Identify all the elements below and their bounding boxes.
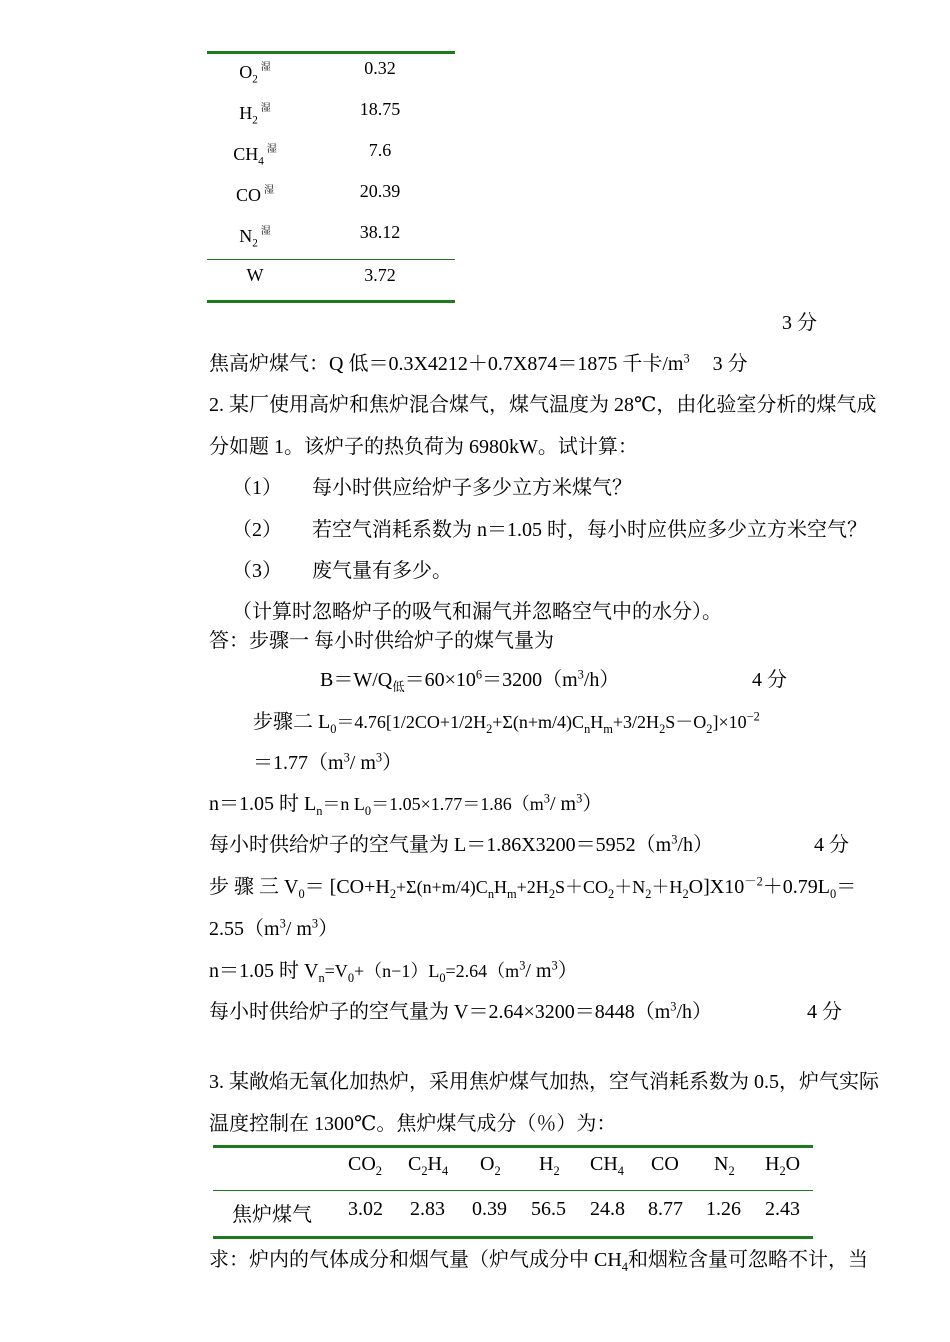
question-2-line-1: 2. 某厂使用高炉和焦炉混合煤气，煤气温度为 28℃，由化验室分析的煤气成 (209, 394, 877, 416)
formula-l0: 步骤二 $L_0=4.76[1/2CO+1/2H_2+\Sigma(n+m/4)C_nH_m+3/2H_2S-O_2]\times 10^{-2}$ (253, 709, 760, 736)
table-bottom-rule (207, 300, 455, 303)
formula-ln: n＝1.05 时 $L_n=n$ $L_0=1.05\times 1.77=1.86(m^3/$ $m^3$） (209, 791, 603, 818)
score-label: 3 分 (712, 353, 748, 375)
table-row: $O_2^湿$ (239, 62, 271, 86)
table-header-cell: $H_2O$ (765, 1153, 801, 1178)
table-cell-value: 2.43 (765, 1198, 800, 1220)
answer-step-1: 答：步骤一 每小时供给炉子的煤气量为 (209, 630, 554, 652)
question-item: （1） (232, 477, 282, 499)
table-row: CO $^湿$ (235, 185, 274, 205)
table-row: $H_2^湿$ (239, 103, 271, 127)
question-3-line-3: 求：炉内的气体成分和烟气量（炉气成分中 $CH_4$和烟粒含量可忽略不计，当 (209, 1249, 868, 1274)
question-item-text: 每小时供应给炉子多少立方米煤气？ (312, 477, 632, 499)
coke-gas-line: 焦高炉煤气：Q 低＝0.3X4212＋0.7X874＝1875 千卡$/m^3$ 3 分 (209, 351, 748, 375)
formula-flue-volume: 每小时供给炉子的空气量为 $V=2.64\times 3200=8448(m^3/h)$ (209, 999, 713, 1023)
formula-vn: n＝1.05 时 $V_n=V_0+(n-1)L_0=2.64(m^3/$ $m^3$） (209, 958, 578, 985)
question-3-line-1: 3. 某敞焰无氧化加热炉，采用焦炉煤气加热，空气消耗系数为 0.5，炉气实际 (209, 1071, 879, 1093)
score-label: 4 分 (752, 669, 787, 691)
table-header-cell: CO (651, 1153, 679, 1175)
question-item: （2） (232, 519, 282, 541)
table-header-cell: $CH_4$ (590, 1153, 624, 1178)
table-mid-rule (207, 259, 455, 260)
question-note: （计算时忽略炉子的吸气和漏气并忽略空气中的水分）。 (232, 601, 722, 623)
table-cell-value: 0.32 (364, 58, 396, 78)
table-bottom-rule (213, 1236, 813, 1239)
table-top-rule (213, 1145, 813, 1148)
table-cell-value: 56.5 (531, 1198, 566, 1220)
table-row: $CH_4^湿$ (233, 144, 277, 168)
score-label: 4 分 (807, 1001, 842, 1023)
formula-v0: 步 骤 三 $V_0= [CO+H_2+\Sigma(n+m/4)C_nH_m+2H_2S+CO_2+N_2+H_2O]X10^{-2}+0.79L_0=$ (209, 874, 857, 901)
table-cell-value: 20.39 (359, 181, 401, 201)
table-top-rule (207, 51, 455, 54)
score-label: 4 分 (814, 834, 849, 856)
table-mid-rule (213, 1190, 813, 1191)
table-row-label: 焦炉煤气 (232, 1204, 312, 1226)
question-item-text: 废气量有多少。 (312, 560, 452, 582)
question-item: （3） (232, 560, 282, 582)
table-cell-value: 8.77 (648, 1198, 683, 1220)
table-row: $N_2^湿$ (239, 226, 271, 250)
table-cell-value: 1.26 (706, 1198, 741, 1220)
table-header-cell: $C_2H_4$ (408, 1153, 449, 1178)
question-3-line-2: 温度控制在 1300℃。焦炉煤气成分（％）为： (209, 1113, 617, 1135)
table-cell-value: 18.75 (359, 99, 401, 119)
formula-b: $B=W/Q_低=60\times 10^6=3200(m^3/h)$ (320, 667, 620, 694)
table-cell-value: 2.83 (410, 1198, 445, 1220)
table-header-cell: $CO_2$ (348, 1153, 382, 1178)
question-item-text: 若空气消耗系数为 n＝1.05 时，每小时应供应多少立方米空气？ (312, 519, 867, 541)
score-label: 3 分 (782, 312, 817, 334)
table-cell-value: 7.6 (368, 140, 392, 160)
table-cell-value: 24.8 (590, 1198, 625, 1220)
table-cell-value: 0.39 (472, 1198, 507, 1220)
question-2-line-2: 分如题 1。该炉子的热负荷为 6980kW。试计算： (209, 436, 638, 458)
table-cell-value: 3.72 (364, 265, 396, 285)
formula-l0-result: $=1.77(m^3/$ $m^3$） (253, 750, 403, 774)
formula-v0-result: $2.55(m^3/$ $m^3$） (209, 916, 339, 940)
table-header-cell: $H_2$ (539, 1153, 560, 1178)
table-cell-value: 38.12 (359, 222, 401, 242)
table-row: W (246, 265, 264, 285)
formula-air-volume: 每小时供给炉子的空气量为 $L=1.86X3200=5952(m^3/h)$ (209, 832, 713, 856)
table-cell-value: 3.02 (348, 1198, 383, 1220)
table-header-cell: $N_2$ (714, 1153, 735, 1178)
table-header-cell: $O_2$ (480, 1153, 501, 1178)
